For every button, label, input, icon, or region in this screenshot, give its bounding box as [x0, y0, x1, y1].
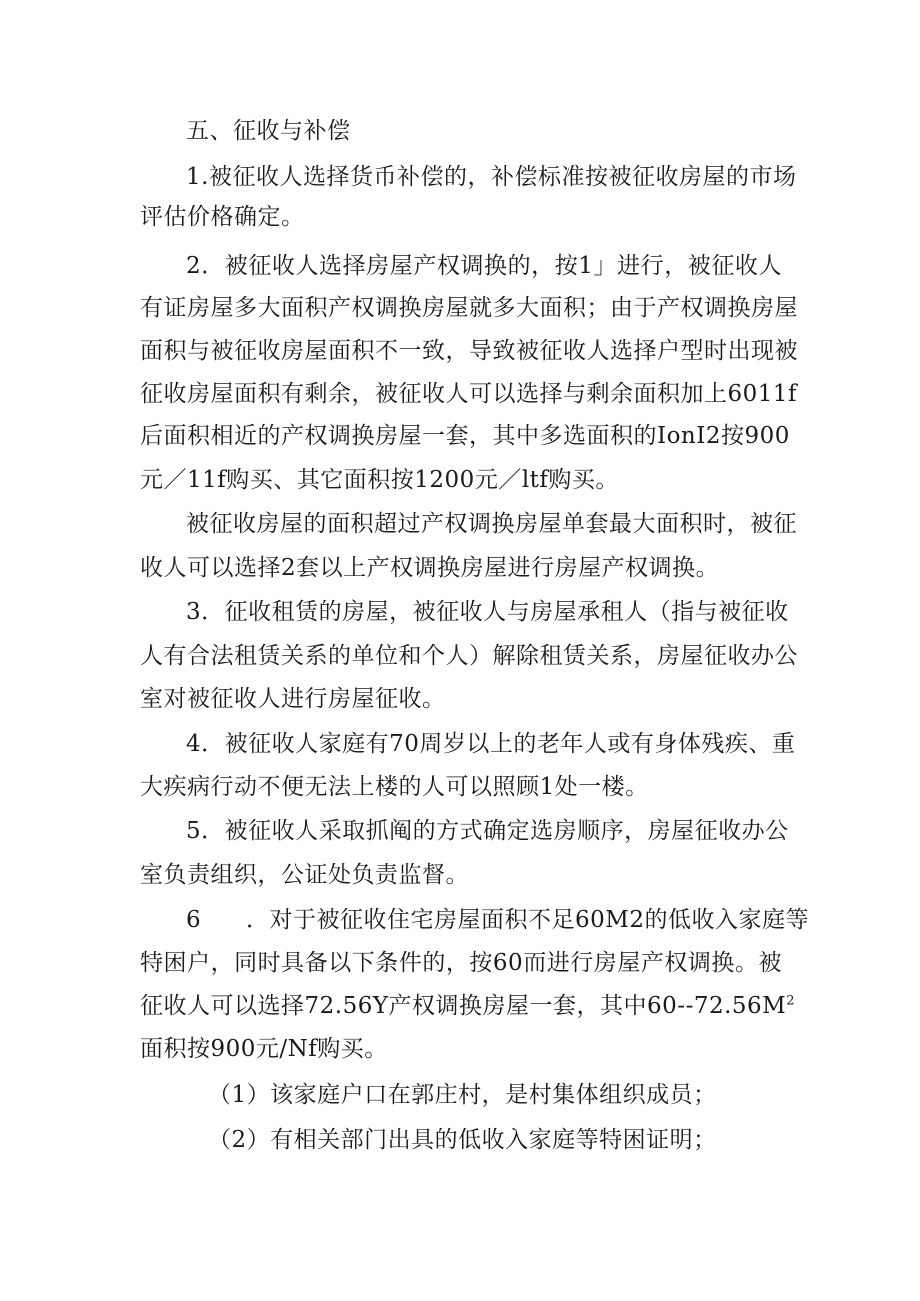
paragraph-1-line-1: 1.被征收人选择货币补偿的，补偿标准按被征收房屋的市场: [186, 164, 797, 190]
paragraph-6-line-2: 室负责组织，公证处负责监督。: [140, 862, 469, 888]
paragraph-7-line-3-text: 征收人可以选择72.56Y产权调换房屋一套，其中60--72.56M: [140, 993, 787, 1019]
paragraph-4-line-3: 室对被征收人进行房屋征收。: [140, 686, 446, 712]
paragraph-6-line-1: 5．被征收人采取抓阄的方式确定选房顺序，房屋征收办公: [186, 818, 789, 844]
paragraph-2-line-6: 元／11f购买、其它面积按1200元／ltf购买。: [140, 467, 619, 493]
section-heading: 五、征收与补偿: [186, 118, 351, 144]
paragraph-2-line-1: 2．被征收人选择房屋产权调换的，按1」进行，被征收人: [186, 253, 782, 279]
paragraph-2-line-4: 征收房屋面积有剩余，被征收人可以选择与剩余面积加上6011f: [140, 381, 798, 407]
paragraph-4-line-2: 人有合法租赁关系的单位和个人）解除租赁关系，房屋征收办公: [140, 643, 798, 669]
paragraph-7-number: 6: [186, 907, 202, 933]
paragraph-4-line-1: 3．征收租赁的房屋，被征收人与房屋承租人（指与被征收: [186, 599, 789, 625]
paragraph-2-line-3: 面积与被征收房屋面积不一致，导致被征收人选择户型时出现被: [140, 338, 798, 364]
paragraph-5-line-1: 4．被征收人家庭有70周岁以上的老年人或有身体残疾、重: [186, 731, 796, 757]
condition-2: （2）有相关部门出具的低收入家庭等特困证明；: [208, 1127, 717, 1153]
paragraph-5-line-2: 大疾病行动不便无法上楼的人可以照顾1处一楼。: [140, 774, 649, 800]
paragraph-2-line-2: 有证房屋多大面积产权调换房屋就多大面积；由于产权调换房屋: [140, 295, 798, 321]
paragraph-1-line-2: 评估价格确定。: [140, 204, 305, 230]
superscript-2: 2: [786, 993, 796, 1009]
paragraph-7-line-1: ．对于被征收住宅房屋面积不足60M2的低收入家庭等: [246, 907, 809, 933]
paragraph-7-line-4: 面积按900元/Nf购买。: [140, 1036, 388, 1062]
paragraph-3-line-2: 收人可以选择2套以上产权调换房屋进行房屋产权调换。: [140, 555, 720, 581]
paragraph-7-line-3: [140, 991, 795, 1021]
paragraph-7-line-2: 特困户，同时具备以下条件的，按60而进行房屋产权调换。被: [140, 950, 782, 976]
paragraph-2-line-5: 后面积相近的产权调换房屋一套，其中多选面积的IonI2按900: [140, 423, 790, 449]
paragraph-3-line-1: 被征收房屋的面积超过产权调换房屋单套最大面积时，被征: [186, 511, 797, 537]
condition-1: （1）该家庭户口在郭庄村，是村集体组织成员；: [208, 1082, 717, 1108]
